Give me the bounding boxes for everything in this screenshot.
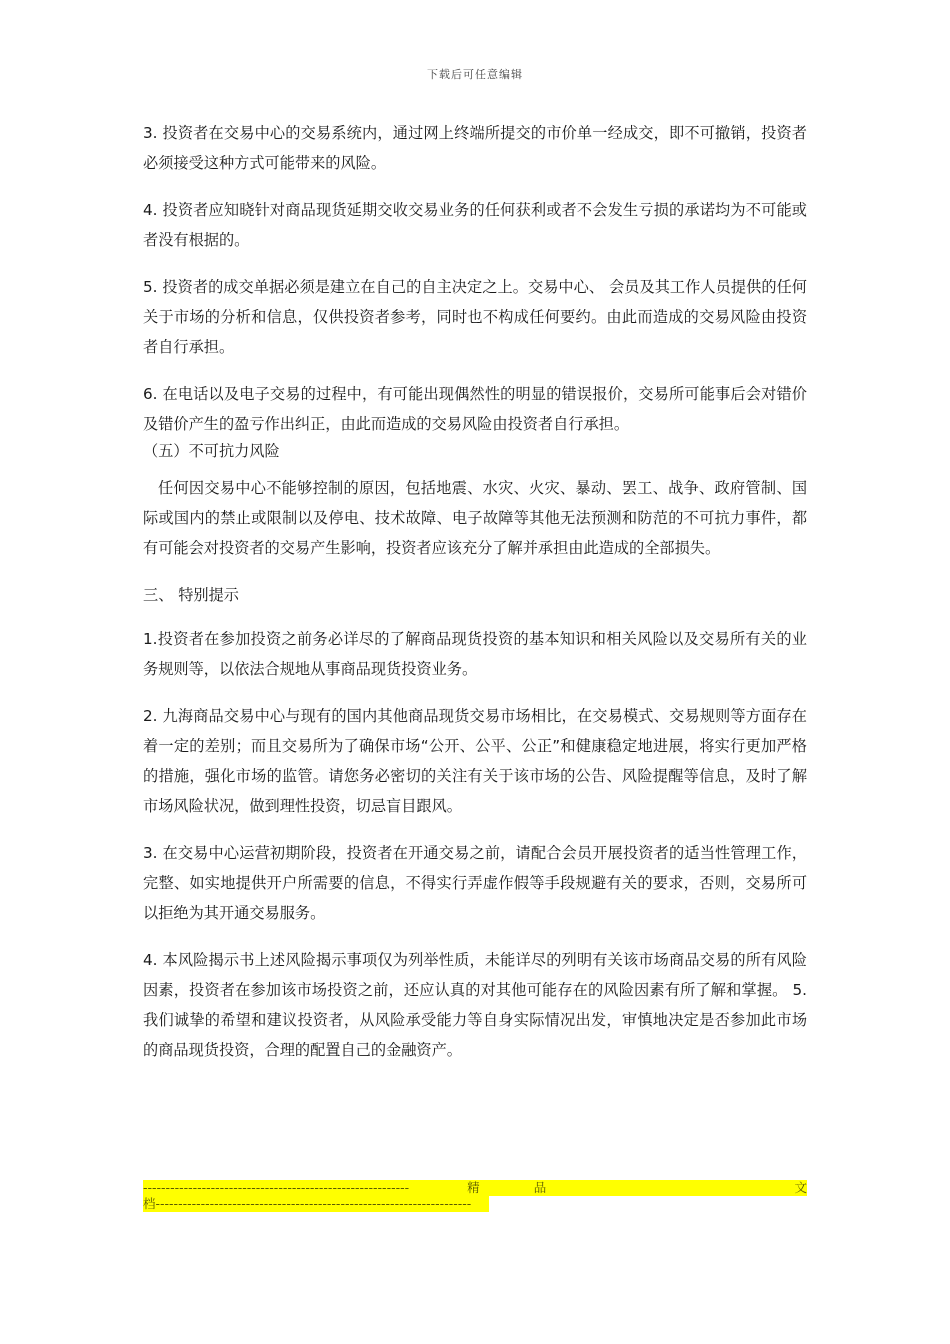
footer-char-dang: 档 [143,1196,156,1211]
footer-watermark [143,1180,807,1216]
paragraph-risk-6: 6. 在电话以及电子交易的过程中，有可能出现偶然性的明显的错误报价，交易所可能事后会对错价及错价产生的盈亏作出纠正，由此而造成的交易风险由投资者自行承担。 [143,385,807,433]
footer-highlight-row-2 [143,1196,489,1212]
footer-dashes-right: ---------------------------------------------------------------------- [155,1196,472,1211]
footer-char-jing: 精 [467,1180,480,1195]
paragraph-note-3: 3. 在交易中心运营初期阶段，投资者在开通交易之前，请配合会员开展投资者的适当性管理工作，完整、如实地提供开户所需要的信息，不得实行弄虚作假等手段规避有关的要求，否则，交易所可以拒绝为其开通交易服务。 [143,844,807,922]
paragraph-note-1: 1.投资者在参加投资之前务必详尽的了解商品现货投资的基本知识和相关风险以及交易所有关的业务规则等，以依法合规地从事商品现货投资业务。 [143,630,807,678]
paragraph-note-4: 4. 本风险揭示书上述风险揭示事项仅为列举性质，未能详尽的列明有关该市场商品交易的所有风险因素，投资者在参加该市场投资之前，还应认真的对其他可能存在的风险因素有所了解和掌握。 5. 我们诚挚的希望和建议投资者，从风险承受能力等自身实际情况出发，审慎地决定是否参加此市场的商品现货投资，合理的配置自己的金融资产。 [143,951,807,1059]
footer-char-pin: 品 [533,1180,547,1195]
paragraph-note-2: 2. 九海商品交易中心与现有的国内其他商品现货交易市场相比，在交易模式、交易规则等方面存在着一定的差别；而且交易所为了确保市场“公开、公平、公正”和健康稳定地进展，将实行更加严格的措施，强化市场的监管。请您务必密切的关注有关于该市场的公告、风险提醒等信息，及时了解市场风险状况，做到理性投资，切忌盲目跟风。 [143,707,807,815]
paragraph-force-majeure: 任何因交易中心不能够控制的原因，包括地震、水灾、火灾、暴动、罢工、战争、政府管制、国际或国内的禁止或限制以及停电、技术故障、电子故障等其他无法预测和防范的不可抗力事件，都有可能会对投资者的交易产生影响，投资者应该充分了解并承担由此造成的全部损失。 [143,479,807,557]
section-heading-special-notes: 三、 特别提示 [143,586,239,604]
footer-dashes-left: ----------------------------------------------------------- [143,1180,410,1195]
section-heading-force-majeure: （五）不可抗力风险 [143,442,280,460]
footer-highlight-row [143,1180,807,1196]
paragraph-risk-3: 3. 投资者在交易中心的交易系统内，通过网上终端所提交的市价单一经成交，即不可撤销，投资者必须接受这种方式可能带来的风险。 [143,124,807,172]
paragraph-risk-4: 4. 投资者应知晓针对商品现货延期交收交易业务的任何获利或者不会发生亏损的承诺均为不可能或者没有根据的。 [143,201,807,249]
footer-char-wen: 文 [794,1180,807,1195]
page-header-caption: 下载后可任意编辑 [427,68,523,81]
document-body [143,118,807,1082]
paragraph-risk-5: 5. 投资者的成交单据必须是建立在自己的自主决定之上。交易中心、 会员及其工作人员提供的任何关于市场的分析和信息，仅供投资者参考，同时也不构成任何要约。由此而造成的交易风险由投资者自行承担。 [143,278,807,356]
